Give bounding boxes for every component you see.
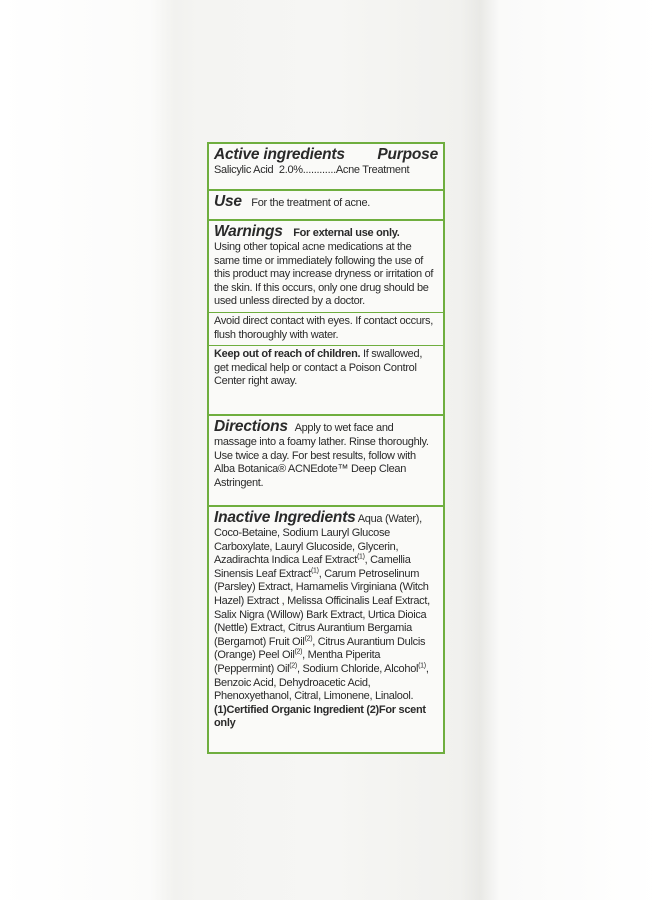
- active-ingredients-heading: Active ingredients: [214, 146, 345, 163]
- footnote-marker: (2): [289, 662, 297, 670]
- warnings-block-1: [209, 221, 443, 312]
- inactive-ingredients-paragraph: [214, 509, 438, 731]
- inactive-ingredients-heading: Inactive Ingredients: [214, 509, 356, 526]
- footnote-certified-organic: (1)Certified Organic Ingredient: [214, 703, 364, 716]
- keep-out-of-reach-text: Keep out of reach of children.: [214, 348, 361, 361]
- purpose-heading: Purpose: [377, 146, 438, 163]
- use-heading: Use: [214, 193, 242, 210]
- warnings-paragraph-2: Avoid direct contact with eyes. If contact occurs, flush thoroughly with water.: [214, 314, 433, 341]
- directions-paragraph: [214, 418, 438, 490]
- footnote-marker: (1): [418, 662, 426, 670]
- footnote-scent-only: (2)For scent only: [214, 703, 426, 730]
- warnings-subheading: For external use only.: [293, 227, 400, 239]
- keep-out-of-reach-detail: If swallowed, get medical help or contact a Poison Control Center right away.: [214, 348, 423, 388]
- directions-heading: Directions: [214, 418, 288, 435]
- warnings-block-3: [209, 345, 443, 392]
- footnote-marker: (1): [311, 567, 319, 575]
- drug-facts-panel: [207, 142, 445, 754]
- warnings-section: [209, 221, 443, 416]
- warnings-heading: Warnings: [214, 223, 283, 240]
- active-ingredients-section: [209, 144, 443, 191]
- footnote-marker: (2): [304, 635, 313, 643]
- directions-text: Apply to wet face and massage into a foamy lather. Rinse thoroughly. Use twice a day. For best results, follow with Alba Botanica® ACNEdote™ Deep Clean Astringent.: [214, 422, 429, 489]
- use-text: For the treatment of acne.: [251, 197, 371, 209]
- inactive-text-1: Aqua (Water), Coco-Betaine, Sodium Lauryl Glucose Carboxylate, Lauryl Glucoside, Glycerin, Azadirachta Indica Leaf Extract: [214, 513, 422, 567]
- warnings-block-2: [209, 312, 443, 345]
- inactive-text-4: , Citrus Aurantium Dulcis (Orange) Peel Oil: [214, 635, 426, 662]
- inactive-ingredients-section: [209, 507, 443, 734]
- inactive-text-3: , Carum Petroselinum (Parsley) Extract, Hamamelis Virginiana (Witch Hazel) Extract , Melissa Officinalis Leaf Extract, Salix Nigra (Willow) Bark Extract, Urtica Dioica (Nettle) Extract, Citrus Aurantium Bergamia (Bergamot) Fruit Oil: [214, 567, 430, 648]
- inactive-text-2: , Camellia Sinensis Leaf Extract: [214, 554, 411, 580]
- inactive-text-6: , Sodium Chloride, Alcohol: [296, 662, 419, 675]
- active-header-row: [214, 146, 438, 164]
- footnote-marker: (2): [294, 648, 303, 656]
- inactive-text-7: , Benzoic Acid, Dehydroacetic Acid, Phenoxyethanol, Citral, Limonene, Linalool.: [214, 662, 429, 703]
- footnote-marker: (1): [356, 553, 365, 561]
- directions-section: [209, 416, 443, 507]
- warnings-paragraph-3: [214, 348, 438, 389]
- warnings-paragraph-1: Using other topical acne medications at the same time or immediately following the use of this product may increase dryness or irritation of the skin. If this occurs, only one drug should be used unless directed by a doctor.: [214, 241, 434, 308]
- use-section: [209, 191, 443, 221]
- active-ingredient-line: Salicylic Acid 2.0%............Acne Treatment: [214, 164, 410, 176]
- inactive-text-5: , Mentha Piperita (Peppermint) Oil: [214, 649, 381, 675]
